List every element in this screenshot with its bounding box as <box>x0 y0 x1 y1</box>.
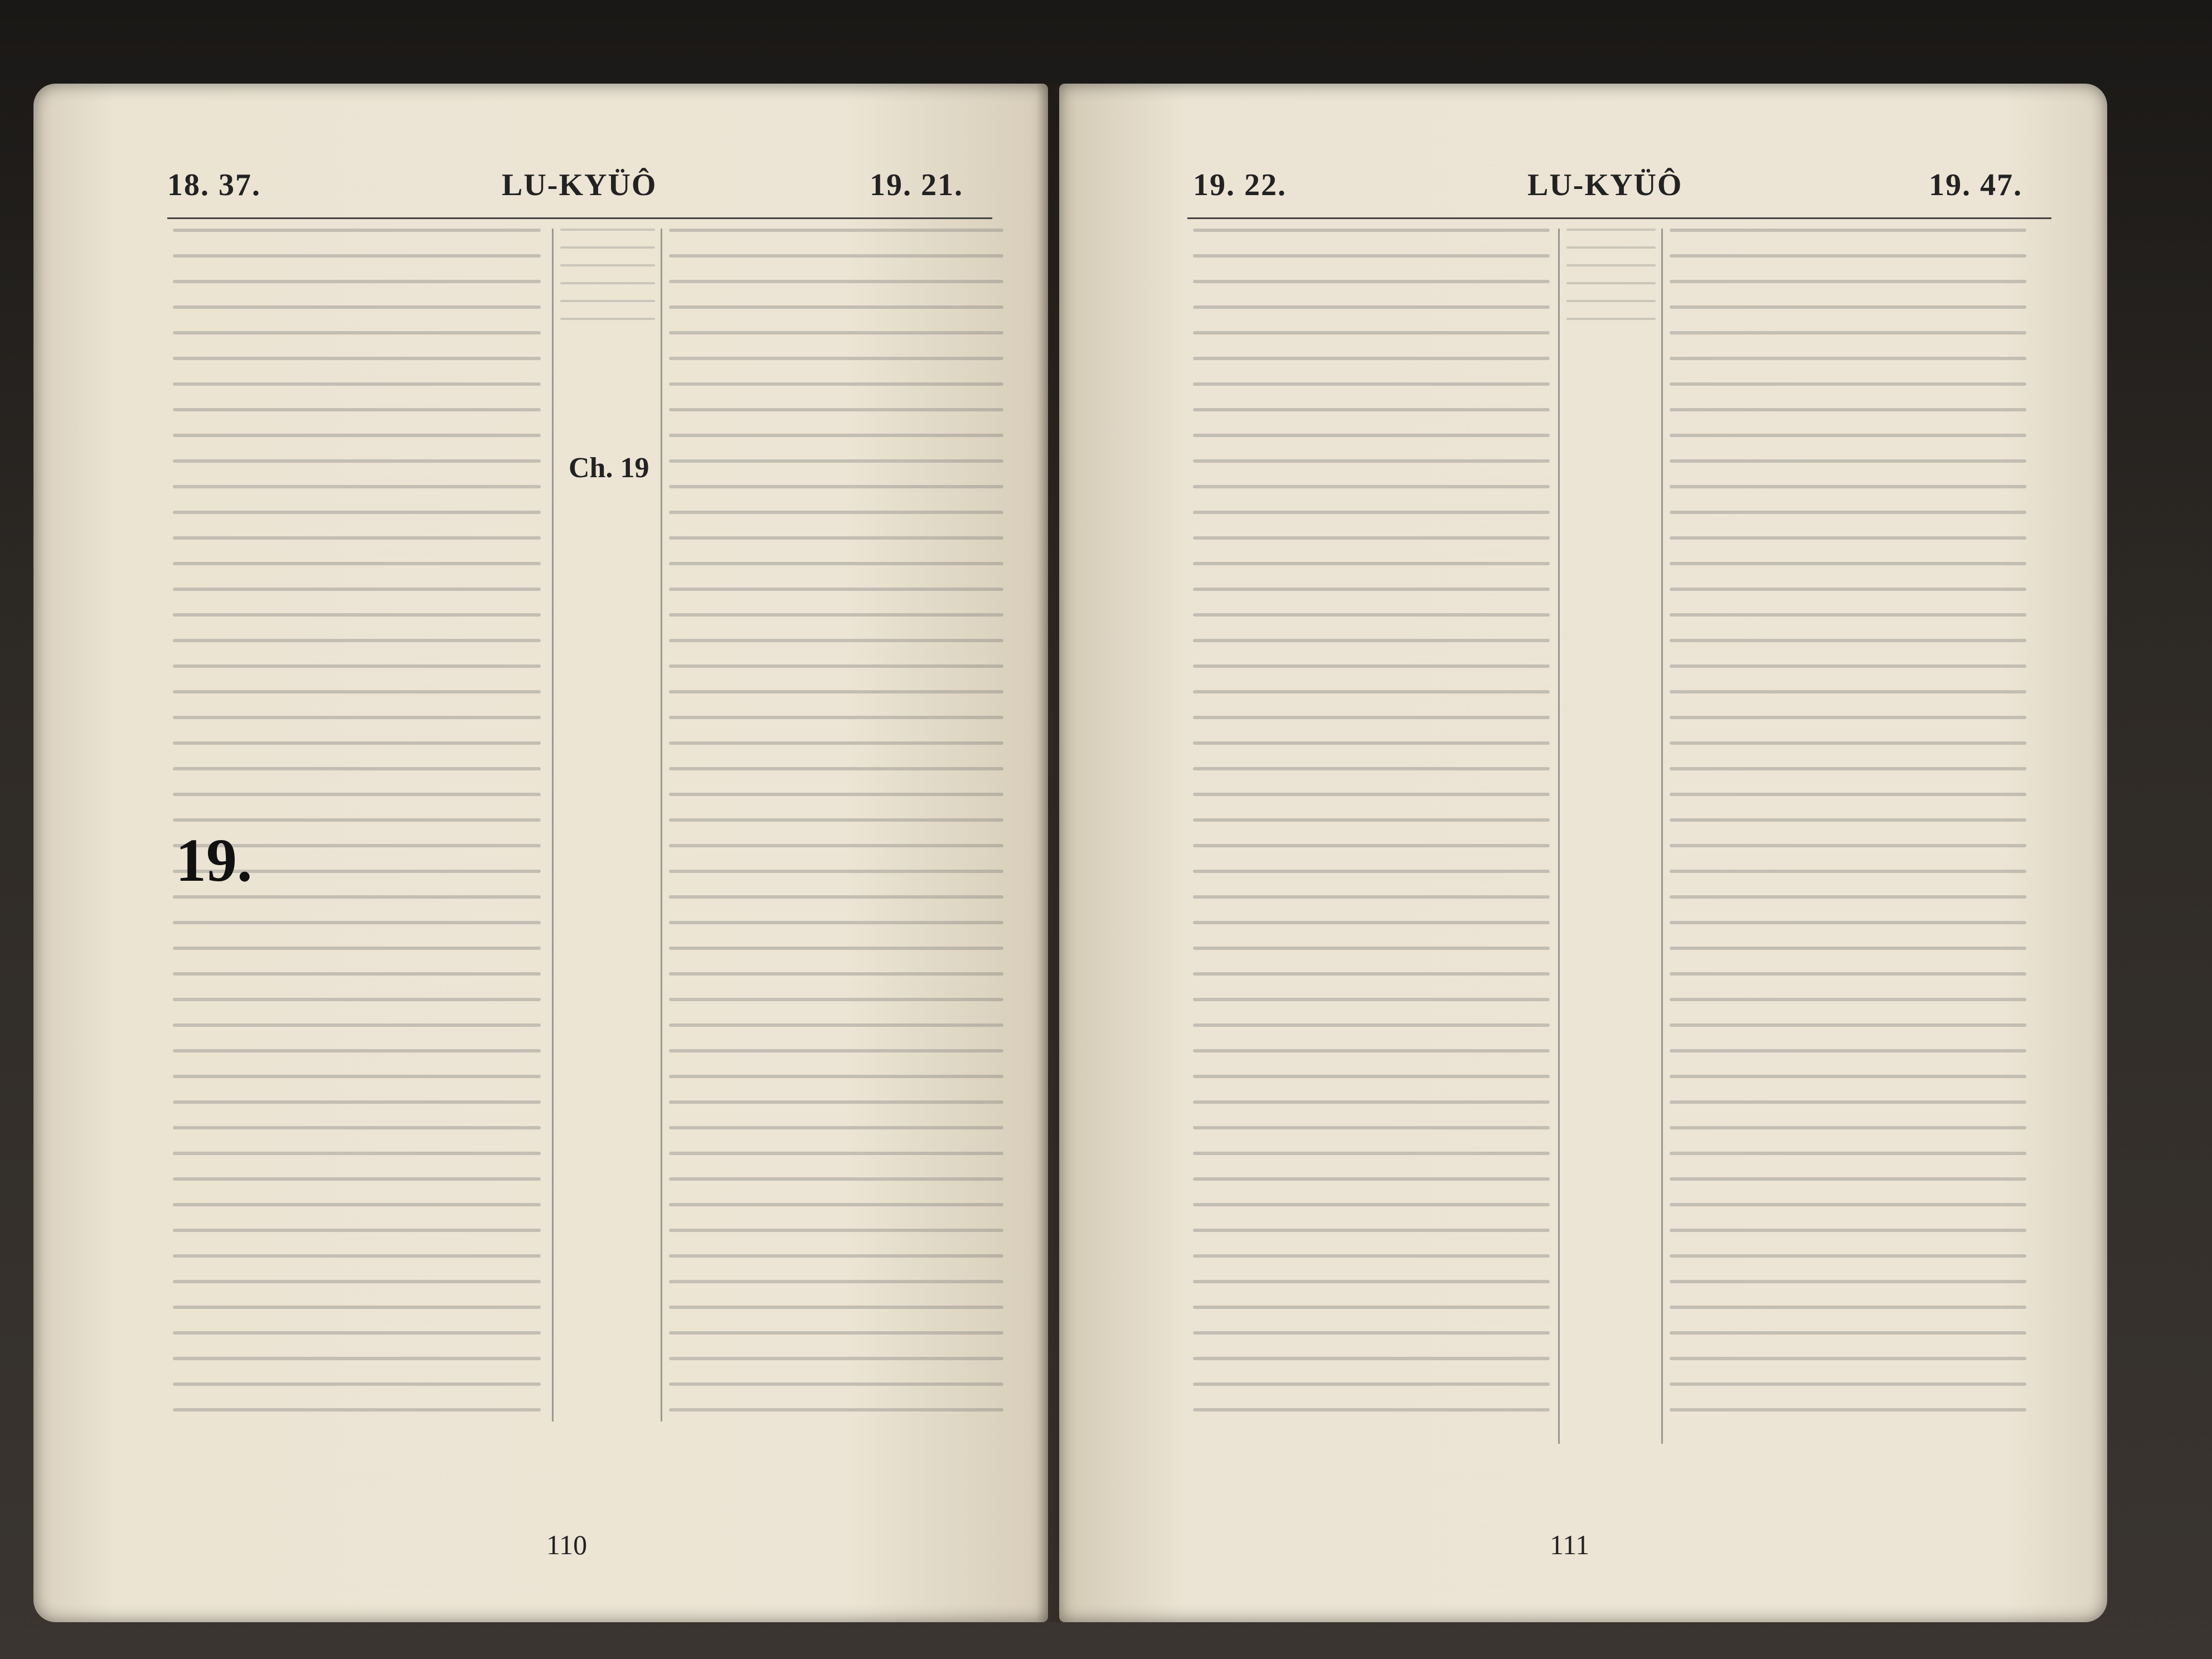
right-page <box>1059 84 2107 1622</box>
right-cross-reference-notes <box>1566 229 1656 336</box>
right-column-divider-2 <box>1661 229 1663 1444</box>
chapter-number: 19. <box>176 826 253 894</box>
right-page-ref-right: 19. 47. <box>1929 168 2022 202</box>
right-page-number: 111 <box>1550 1529 1590 1560</box>
right-column-divider-1 <box>1558 229 1560 1444</box>
left-cross-reference-notes <box>560 229 655 336</box>
open-book <box>33 84 2152 1633</box>
left-text-column-2 <box>669 229 1003 1434</box>
left-page <box>33 84 1048 1622</box>
right-text-column-1 <box>1193 229 1550 1434</box>
right-text-column-2 <box>1670 229 2026 1434</box>
right-header-rule <box>1187 217 2051 219</box>
chapter-marker: Ch. 19 <box>569 452 649 484</box>
left-header-rule <box>167 217 992 219</box>
right-page-title: LU-KYÜÔ <box>1527 168 1683 202</box>
left-column-divider-2 <box>661 229 662 1422</box>
left-column-divider-1 <box>552 229 554 1422</box>
left-page-ref-left: 18. 37. <box>167 168 261 202</box>
left-page-number: 110 <box>546 1529 588 1560</box>
right-page-ref-left: 19. 22. <box>1193 168 1287 202</box>
left-page-title: LU-KYÜÔ <box>502 168 657 202</box>
left-page-ref-right: 19. 21. <box>870 168 963 202</box>
